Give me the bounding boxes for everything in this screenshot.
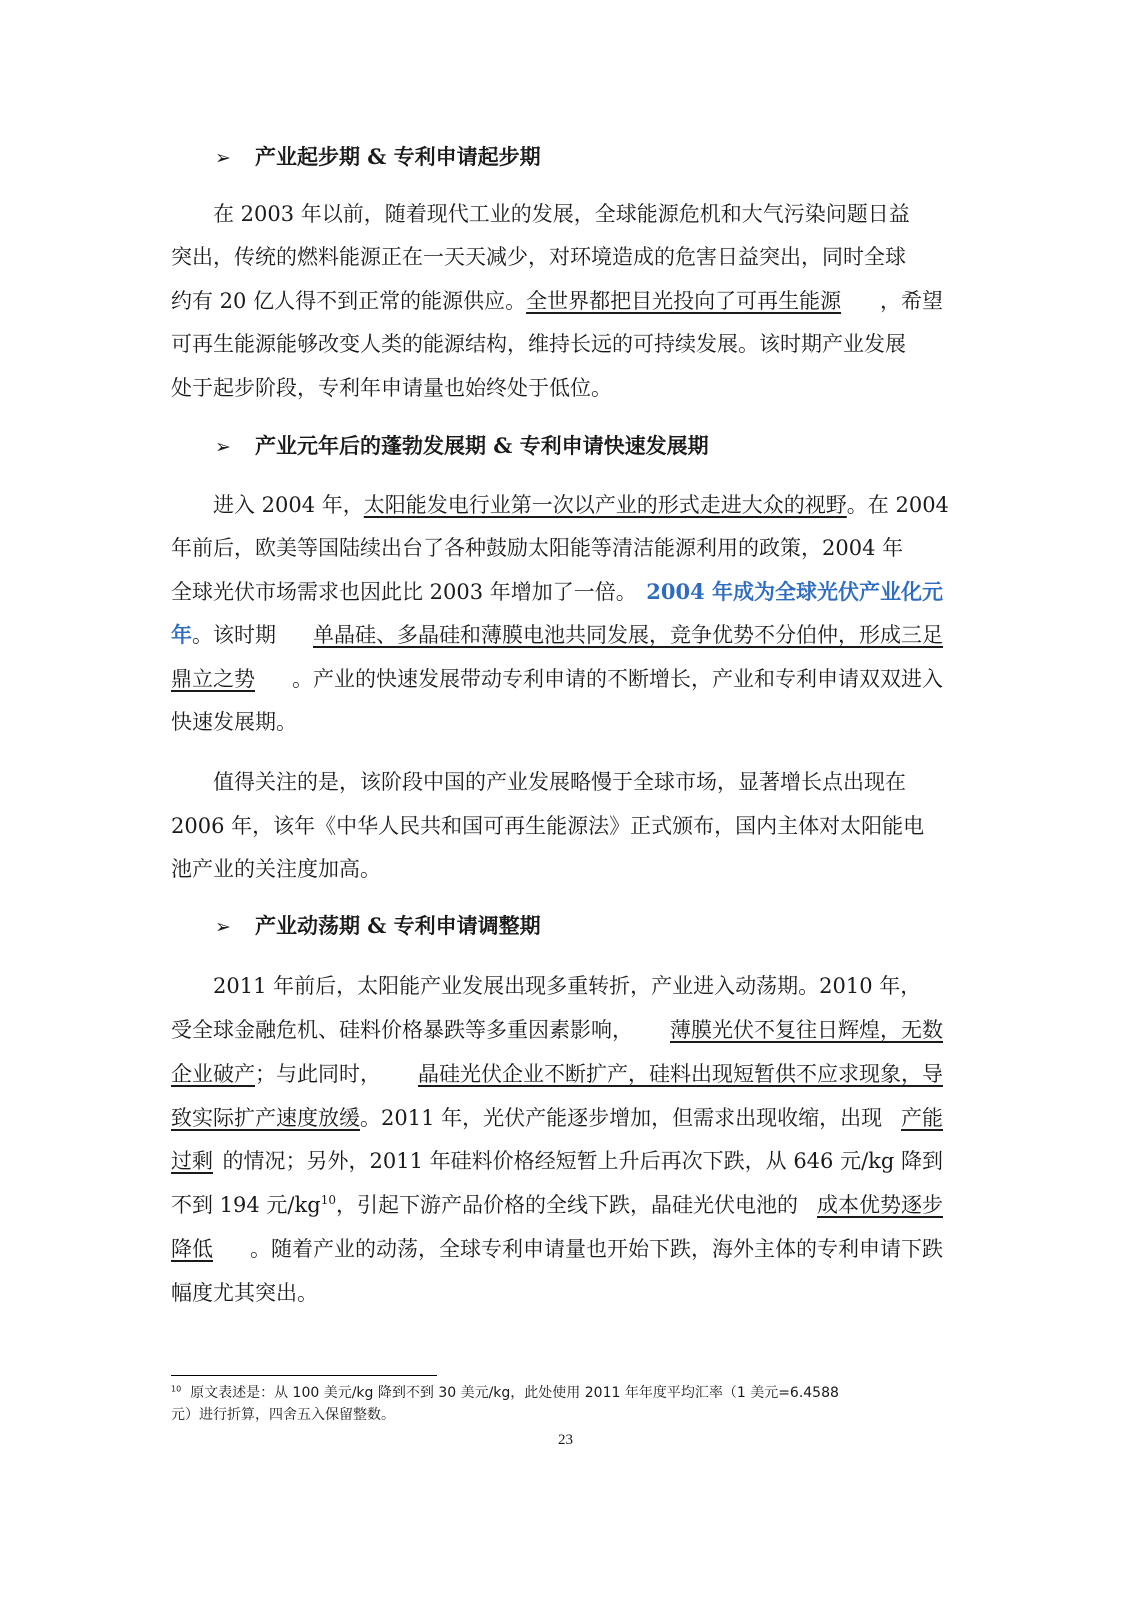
text-span: ，希望 [880,289,943,313]
paragraph-line [171,1229,943,1269]
paragraph-line [171,659,943,699]
bullet-arrow-icon: ➢ [215,916,231,938]
underlined-text: 晶硅光伏企业不断扩产，硅料出现短暂供不应求现象，导 [418,1062,943,1086]
text-span: 的情况；另外，2011 年硅料价格经短暂上升后再次下跌，从 646 元/kg 降到 [222,1149,943,1173]
text-span: 年前后，欧美等国陆续出台了各种鼓励太阳能等清洁能源利用的政策，2004 年 [171,536,904,560]
text-span: 突出，传统的燃料能源正在一天天减少，对环境造成的危害日益突出，同时全球 [171,245,906,269]
underlined-text: 太阳能发电行业第一次以产业的形式走进大众的视野 [363,493,847,517]
underlined-text: 过剩 [171,1149,213,1173]
paragraph-line [171,237,943,277]
text-span: 。产业的快速发展带动专利申请的不断增长，产业和专利申请双双进入 [292,667,943,691]
paragraph-line [171,572,943,612]
text-span: 值得关注的是，该阶段中国的产业发展略慢于全球市场，显著增长点出现在 [213,770,906,794]
text-span: 处于起步阶段，专利年申请量也始终处于低位。 [171,376,612,400]
highlighted-text: 年 [171,622,192,647]
paragraph-line [171,281,943,321]
paragraph-line [171,762,943,802]
paragraph-line [171,368,943,408]
paragraph-line [171,1010,943,1050]
section-heading-boom [215,428,709,464]
underlined-text: 降低 [171,1237,213,1261]
text-span: 不到 194 元/kg [171,1193,321,1217]
footnote [171,1404,951,1426]
text-span: 可再生能源能够改变人类的能源结构，维持长远的可持续发展。该时期产业发展 [171,332,906,356]
footnote-text: 元）进行折算，四舍五入保留整数。 [171,1407,395,1423]
section-heading-turbulence [215,908,541,944]
text-span: 。在 2004 [846,493,949,517]
text-span: ，引起下游产品价格的全线下跌，晶硅光伏电池的 [335,1193,798,1217]
paragraph-line [171,1273,943,1313]
bullet-arrow-icon: ➢ [215,147,231,169]
text-span: 在 2003 年以前，随着现代工业的发展，全球能源危机和大气污染问题日益 [213,202,910,226]
underlined-text: 企业破产 [171,1062,255,1086]
text-span: ；与此同时， [255,1062,381,1086]
heading-text: 产业起步期 & 专利申请起步期 [255,144,541,169]
paragraph-line [171,702,943,742]
section-heading-startup [215,139,541,175]
underlined-text: 全世界都把目光投向了可再生能源 [526,289,842,313]
text-span: 受全球金融危机、硅料价格暴跌等多重因素影响， [171,1018,633,1042]
paragraph-line [171,1054,943,1094]
text-span: 约有 20 亿人得不到正常的能源供应。 [171,289,527,313]
footnote-text: 原文表述是：从 100 美元/kg 降到不到 30 美元/kg，此处使用 2011 年年度平均汇率（1 美元=6.4588 [190,1385,839,1401]
underlined-text: 鼎立之势 [171,667,255,691]
paragraph-line [171,194,943,234]
text-span: 幅度尤其突出。 [171,1281,318,1305]
text-span: 全球光伏市场需求也因此比 2003 年增加了一倍。 [171,580,637,604]
heading-text: 产业动荡期 & 专利申请调整期 [255,913,541,938]
highlighted-text: 2004 年成为全球光伏产业化元 [646,579,943,604]
paragraph-line [171,528,943,568]
underlined-text: 单晶硅、多晶硅和薄膜电池共同发展，竞争优势不分伯仲，形成三足 [313,623,943,647]
underlined-text: 致实际扩产速度放缓 [171,1106,360,1130]
footnote-divider [171,1375,437,1376]
text-span: 2006 年，该年《中华人民共和国可再生能源法》正式颁布，国内主体对太阳能电 [171,814,925,838]
footnote-reference[interactable]: 10 [320,1193,336,1207]
text-span: 。随着产业的动荡，全球专利申请量也开始下跌，海外主体的专利申请下跌 [250,1237,943,1261]
paragraph-line [171,324,943,364]
underlined-text: 薄膜光伏不复往日辉煌，无数 [670,1018,943,1042]
text-span: 2011 年前后，太阳能产业发展出现多重转折，产业进入动荡期。2010 年， [213,974,922,998]
footnote [171,1382,951,1404]
underlined-text: 成本优势逐步 [817,1193,943,1217]
text-span: 池产业的关注度加高。 [171,857,381,881]
paragraph-line [171,966,943,1006]
paragraph-line [171,806,943,846]
underlined-text: 产能 [901,1106,943,1130]
heading-text: 产业元年后的蓬勃发展期 & 专利申请快速发展期 [255,433,709,458]
text-span: 进入 2004 年， [213,493,364,517]
paragraph-line [171,615,943,655]
paragraph-line [171,1141,943,1181]
text-span: 。2011 年，光伏产能逐步增加，但需求出现收缩，出现 [360,1106,883,1130]
page-number: 23 [558,1432,573,1448]
text-span: 。该时期 [192,623,276,647]
text-span: 快速发展期。 [171,710,297,734]
paragraph-line [171,485,949,525]
footnote-mark: 10 [171,1384,182,1394]
paragraph-line [171,1098,943,1138]
bullet-arrow-icon: ➢ [215,436,231,458]
paragraph-line [171,849,943,889]
paragraph-line [171,1185,943,1225]
